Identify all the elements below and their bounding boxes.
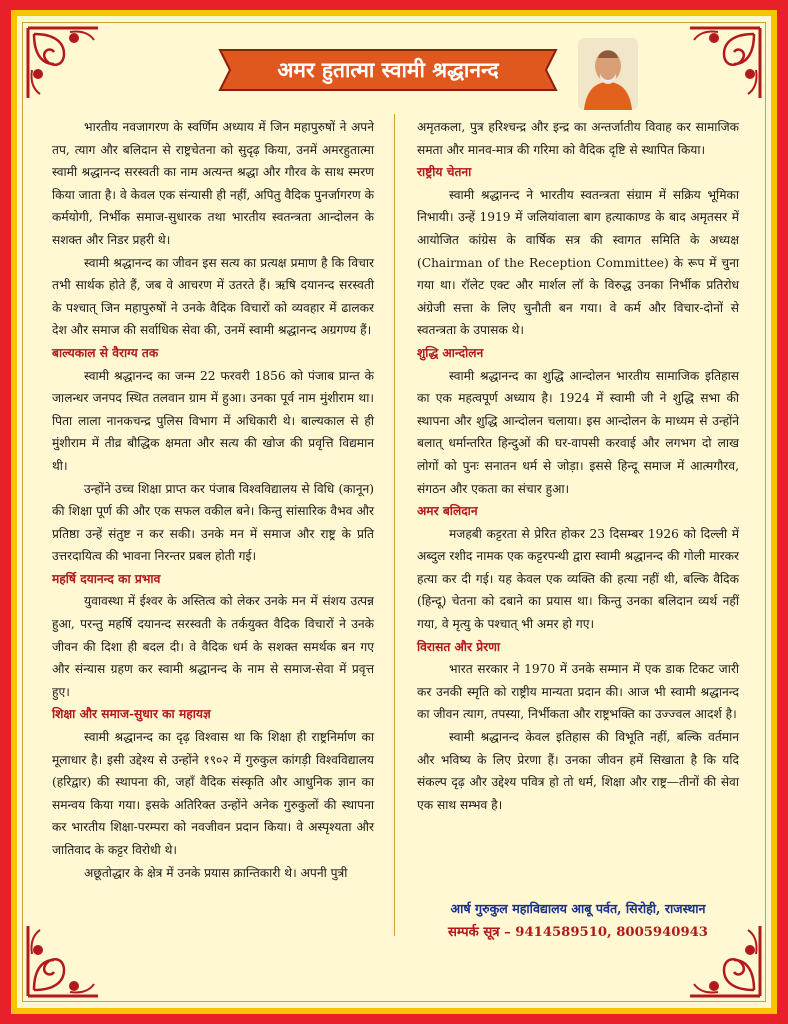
floral-corner-ornament-icon <box>24 922 102 1000</box>
section-heading: महर्षि दयानन्द का प्रभाव <box>52 571 161 586</box>
section-heading: विरासत और प्रेरणा <box>417 639 501 654</box>
paragraph: स्वामी श्रद्धानन्द का जीवन इस सत्य का प्रत्यक्ष प्रमाण है कि विचार तभी सार्थक होते हैं, जब वे आचरण में उतरते हैं। ऋषि दयानन्द सरस्वती के पश्चात् जिन महापुरुषों ने उनके वैदिक विचारों को व्यवहार में ढालकर देश और समाज की सर्वाधिक सेवा की, उनमें स्वामी श्रद्धानन्द अग्रगण्य हैं। <box>52 255 374 338</box>
organization-name: आर्ष गुरुकुल महाविद्यालय आबू पर्वत, सिरोही, राजस्थान <box>450 901 706 916</box>
section-heading: बाल्यकाल से वैराग्य तक <box>52 345 159 360</box>
paragraph: अछूतोद्धार के क्षेत्र में उनके प्रयास क्रान्तिकारी थे। अपनी पुत्री <box>84 865 348 880</box>
paragraph: भारतीय नवजागरण के स्वर्णिम अध्याय में जिन महापुरुषों ने अपने तप, त्याग और बलिदान से राष्ट्रचेतना को सुदृढ़ किया, उनमें अमरहुतात्मा स्वामी श्रद्धानन्द सरस्वती का नाम अत्यन्त श्रद्धा और गौरव के साथ स्मरण किया जाता है। वे केवल एक संन्यासी ही नहीं, अपितु वैदिक पुनर्जागरण के कर्मयोगी, निर्भीक समाज-सुधारक तथा भारतीय स्वतन्त्रता आन्दोलन के सशक्त और निडर प्रहरी थे। <box>52 120 374 247</box>
paragraph: स्वामी श्रद्धानन्द ने भारतीय स्वतन्त्रता संग्राम में सक्रिय भूमिका निभायी। उन्हें 1919 में जलियांवाला बाग हत्याकाण्ड के बाद अमृतसर में आयोजित कांग्रेस के वार्षिक सत्र की स्वागत समिति के अध्यक्ष (Chairman of the Reception Committee) के रूप में चुना गया था। रॉलेट एक्ट और मार्शल लॉ के विरुद्ध उनका निर्भीक प्रतिरोध अंग्रेजी सत्ता के लिए चुनौती बन गया। वे कर्म और विचार-दोनों से स्वतन्त्रता के उपासक थे। <box>417 187 739 338</box>
section-heading: शिक्षा और समाज-सुधार का महायज्ञ <box>52 707 211 722</box>
page-title: अमर हुतात्मा स्वामी श्रद्धानन्द <box>277 57 499 82</box>
section-heading: अमर बलिदान <box>417 504 478 519</box>
right-column <box>417 116 739 816</box>
section-heading: शुद्धि आन्दोलन <box>417 345 484 360</box>
left-column <box>52 116 374 884</box>
paragraph: युवावस्था में ईश्वर के अस्तित्व को लेकर उनके मन में संशय उत्पन्न हुआ, परन्तु महर्षि दयानन्द सरस्वती के तर्कयुक्त वैदिक विचारों ने उनके जीवन की दिशा ही बदल दी। वे वैदिक धर्म के सशक्त समर्थक बन गए और संन्यास ग्रहण कर स्वामी श्रद्धानन्द के नाम से समाज-सेवा में प्रवृत्त हुए। <box>52 594 374 699</box>
paragraph: स्वामी श्रद्धानन्द का जन्म 22 फरवरी 1856 को पंजाब प्रान्त के जालन्धर जनपद स्थित तलवान ग्राम में हुआ। उनका पूर्व नाम मुंशीराम था। पिता लाला नानकचन्द्र पुलिस विभाग में अधिकारी थे। बाल्यकाल से ही मुंशीराम में तीव्र बौद्धिक क्षमता और सत्य की खोज की प्रवृत्ति विद्यमान थी। <box>52 368 374 473</box>
paragraph: स्वामी श्रद्धानन्द का शुद्धि आन्दोलन भारतीय सामाजिक इतिहास का एक महत्वपूर्ण अध्याय है। 1924 में स्वामी जी ने शुद्धि सभा की स्थापना और शुद्धि आन्दोलन चलाया। इस आन्दोलन के माध्यम से उन्होंने बलात् धर्मान्तरित हिन्दुओं की घर-वापसी करवाई और लगभग दो लाख लोगों को पुनः सनातन धर्म से जोड़ा। इससे हिन्दू समाज में आत्मगौरव, संगठन और एकता का संचार हुआ। <box>417 368 739 496</box>
floral-corner-ornament-icon <box>686 24 764 102</box>
paragraph: स्वामी श्रद्धानन्द का दृढ़ विश्वास था कि शिक्षा ही राष्ट्रनिर्माण का मूलाधार है। इसी उद्देश्य से उन्होंने १९०२ में गुरुकुल कांगड़ी विश्वविद्यालय (हरिद्वार) की स्थापना की, जहाँ वैदिक संस्कृति और आधुनिक ज्ञान का समन्वय किया गया। इसके अतिरिक्त उन्होंने अनेक गुरुकुलों की स्थापना कर भारतीय शिक्षा-परम्परा को नवजीवन प्रदान किया। वे अस्पृश्यता और जातिवाद के कट्टर विरोधी थे। <box>52 730 374 857</box>
paragraph: मजहबी कट्टरता से प्रेरित होकर 23 दिसम्बर 1926 को दिल्ली में अब्दुल रशीद नामक एक कट्टरपन्थी द्वारा स्वामी श्रद्धानन्द की गोली मारकर हत्या कर दी गई। यह केवल एक व्यक्ति की हत्या नहीं थी, बल्कि वैदिक (हिन्दू) चेतना को दबाने का प्रयास था। किन्तु उनका बलिदान व्यर्थ नहीं गया, वे मृत्यु के पश्चात् भी अमर हो गए। <box>417 526 739 632</box>
paragraph: भारत सरकार ने 1970 में उनके सम्मान में एक डाक टिकट जारी कर उनकी स्मृति को राष्ट्रीय मान्यता प्रदान की। आज भी स्वामी श्रद्धानन्द का जीवन त्याग, तपस्या, निर्भीकता और राष्ट्रभक्ति का उज्ज्वल आदर्श है। <box>417 662 739 722</box>
paragraph: स्वामी श्रद्धानन्द केवल इतिहास की विभूति नहीं, बल्कि वर्तमान और भविष्य के लिए प्रेरणा हैं। उनका जीवन हमें सिखाता है कि यदि संकल्प दृढ़ और उद्देश्य पवित्र हो तो धर्म, शिक्षा और राष्ट्र—तीनों की सेवा एक साथ सम्भव है। <box>417 730 739 812</box>
contact-numbers: सम्पर्क सूत्र – 9414589510, 8005940943 <box>447 925 708 940</box>
paragraph: अमृतकला, पुत्र हरिश्चन्द्र और इन्द्र का अन्तर्जातीय विवाह कर सामाजिक समता और मानव-मात्र की गरिमा को वैदिक दृष्टि से स्थापित किया। <box>417 120 739 157</box>
column-divider <box>394 114 395 936</box>
floral-corner-ornament-icon <box>24 24 102 102</box>
section-heading: राष्ट्रीय चेतना <box>417 165 472 180</box>
paragraph: उन्होंने उच्च शिक्षा प्राप्त कर पंजाब विश्वविद्यालय से विधि (कानून) की शिक्षा पूर्ण की और एक सफल वकील बने। किन्तु सांसारिक वैभव और प्रतिष्ठा उन्हें संतुष्ट न कर सकी। उनके मन में समाज और राष्ट्र के प्रति उत्तरदायित्व की भावना निरन्तर प्रबल होती गई। <box>52 481 374 564</box>
saint-portrait-icon <box>578 38 638 110</box>
